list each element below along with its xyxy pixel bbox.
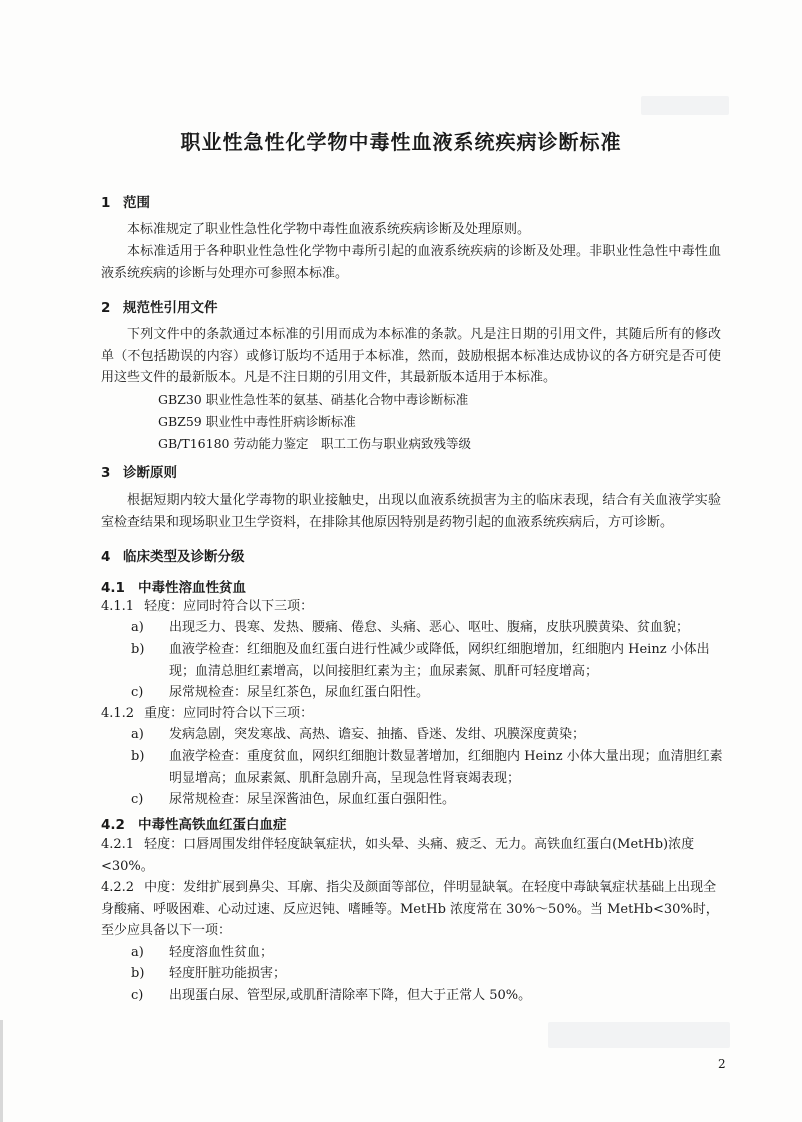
clause-text: 中度：发绀扩展到鼻尖、耳廓、指尖及颜面等部位，伴明显缺氧。在轻度中毒缺氧症状基础上出现全身酸痛、呼吸困难、心动过速、反应迟钝、嗜睡等。MetHb 浓度常在 30%～50%。当 MetHb<30%时，至少应具备以下一项：	[101, 880, 719, 938]
section-number: 1	[101, 195, 111, 211]
item-text: 出现蛋白尿、管型尿,或肌酐清除率下降，但大于正常人 50%。	[169, 988, 532, 1003]
clause-number: 4.1.1	[101, 599, 135, 614]
list-item	[131, 942, 723, 964]
item-text: 发病急剧，突发寒战、高热、谵妄、抽搐、昏迷、发绀、巩膜深度黄染；	[169, 727, 586, 742]
item-label: a)	[131, 727, 144, 742]
paragraph: 本标准规定了职业性急性化学物中毒性血液系统疾病诊断及处理原则。	[127, 222, 531, 237]
item-label: b)	[131, 966, 145, 981]
item-text: 出现乏力、畏寒、发热、腰痛、倦怠、头痛、恶心、呕吐、腹痛，皮肤巩膜黄染、贫血貌；	[169, 620, 690, 635]
bottom-right-stamp	[548, 1022, 730, 1048]
item-label: c)	[131, 685, 144, 700]
clause-number: 4.1.2	[101, 706, 135, 721]
paragraph: 下列文件中的条款通过本标准的引用而成为本标准的条款。凡是注日期的引用文件，其随后所有的修改单（不包括勘误的内容）或修订版均不适用于本标准，然而，鼓励根据本标准达成协议的各方研究是否可使用这些文件的最新版本。凡是不注日期的引用文件，其最新版本适用于本标准。	[101, 327, 721, 385]
subsection-title: 中毒性溶血性贫血	[138, 580, 246, 596]
list-item	[131, 746, 723, 789]
page-edge	[0, 1020, 3, 1122]
clause-text: 重度：应同时符合以下三项：	[144, 706, 314, 721]
section-number: 4	[101, 549, 111, 565]
paragraph: 本标准适用于各种职业性急性化学物中毒所引起的血液系统疾病的诊断及处理。非职业性急性中毒性血液系统疾病的诊断与处理亦可参照本标准。	[101, 244, 721, 281]
clause-4-2-2	[101, 877, 721, 942]
clause-4-2-1	[101, 834, 721, 877]
reference-item: GBZ30 职业性急性苯的氨基、硝基化合物中毒诊断标准	[158, 392, 469, 407]
item-text: 轻度肝脏功能损害；	[169, 966, 287, 981]
clause-text: 轻度：应同时符合以下三项：	[144, 599, 314, 614]
section-title: 临床类型及诊断分级	[123, 549, 245, 565]
item-label: c)	[131, 792, 144, 807]
list-item	[131, 682, 723, 704]
reference-item: GBZ59 职业性中毒性肝病诊断标准	[158, 414, 356, 429]
paragraph: 根据短期内较大量化学毒物的职业接触史，出现以血液系统损害为主的临床表现，结合有关血液学实验室检查结果和现场职业卫生学资料，在排除其他原因特别是药物引起的血液系统疾病后，方可诊断。	[101, 493, 721, 530]
clause-4-1-2	[101, 703, 721, 725]
item-label: c)	[131, 988, 144, 1003]
subsection-4-1-heading	[101, 576, 246, 596]
item-text: 尿常规检查：尿呈红茶色，尿血红蛋白阳性。	[169, 685, 430, 700]
item-label: b)	[131, 642, 145, 657]
top-right-stamp	[641, 96, 729, 115]
section-1-heading	[101, 191, 150, 211]
document-title: 职业性急性化学物中毒性血液系统疾病诊断标准	[180, 130, 622, 154]
list-item	[131, 963, 723, 985]
subsection-4-2-heading	[101, 813, 287, 833]
section-title: 诊断原则	[123, 465, 177, 481]
list-item	[131, 985, 723, 1007]
page-number: 2	[718, 1057, 726, 1071]
list-item	[131, 617, 723, 639]
subsection-number: 4.1	[101, 580, 125, 596]
section-title: 范围	[123, 195, 150, 211]
reference-item: GB/T16180 劳动能力鉴定 职工工伤与职业病致残等级	[158, 436, 471, 451]
item-label: a)	[131, 945, 144, 960]
clause-4-1-1	[101, 596, 721, 618]
subsection-title: 中毒性高铁血红蛋白血症	[138, 817, 287, 833]
list-item	[131, 724, 723, 746]
clause-number: 4.2.2	[101, 880, 135, 895]
list-item	[131, 789, 723, 811]
section-number: 3	[101, 465, 111, 481]
item-text: 血液学检查：红细胞及血红蛋白进行性减少或降低，网织红细胞增加，红细胞内 Heinz 小体出现；血清总胆红素增高，以间接胆红素为主；血尿素氮、肌酐可轻度增高；	[169, 642, 710, 679]
section-2-heading	[101, 296, 218, 316]
subsection-number: 4.2	[101, 817, 125, 833]
section-title: 规范性引用文件	[123, 300, 218, 316]
clause-number: 4.2.1	[101, 837, 135, 852]
item-text: 尿常规检查：尿呈深酱油色，尿血红蛋白强阳性。	[169, 792, 456, 807]
section-number: 2	[101, 300, 111, 316]
clause-text: 轻度：口唇周围发绀伴轻度缺氧症状，如头晕、头痛、疲乏、无力。高铁血红蛋白(MetHb)浓度<30%。	[101, 837, 695, 874]
section-4-heading	[101, 545, 245, 565]
list-item	[131, 639, 723, 682]
item-text: 轻度溶血性贫血；	[169, 945, 274, 960]
item-label: b)	[131, 749, 145, 764]
item-text: 血液学检查：重度贫血，网织红细胞计数显著增加，红细胞内 Heinz 小体大量出现；血清胆红素明显增高；血尿素氮、肌酐急剧升高，呈现急性肾衰竭表现；	[169, 749, 723, 786]
section-3-heading	[101, 461, 177, 481]
item-label: a)	[131, 620, 144, 635]
